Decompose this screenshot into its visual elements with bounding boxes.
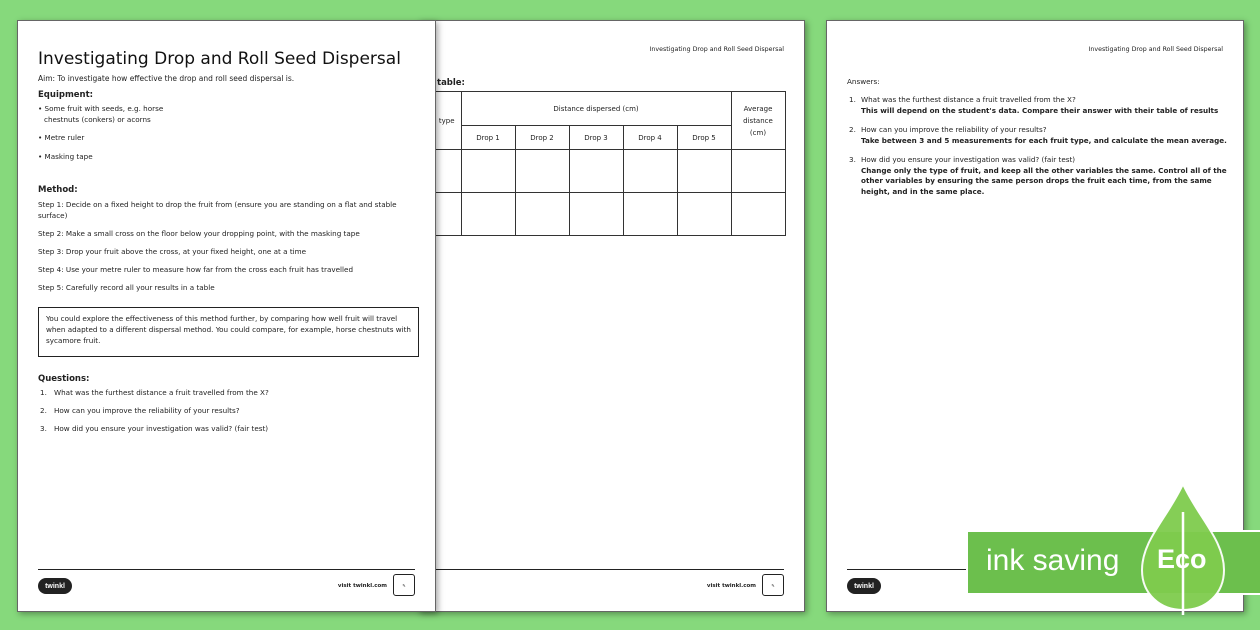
question-number: 3. (40, 424, 47, 433)
table-cell (569, 193, 623, 236)
method-step: Step 3: Drop your fruit above the cross, at your fixed height, one at a time (38, 247, 307, 256)
question-item (40, 405, 240, 416)
twinkl-logo: twinkl (847, 578, 881, 594)
drop-header: Drop 1 (461, 126, 515, 150)
table-cell (623, 193, 677, 236)
worksheet-page-1 (17, 20, 436, 612)
average-header: Average distance (cm) (731, 92, 785, 150)
aim-text: Aim: To investigate how effective the drop and roll seed dispersal is. (38, 74, 295, 83)
method-step: Step 1: Decide on a fixed height to drop the fruit from (ensure you are standing on a flat and stable surface) (38, 200, 397, 220)
worksheet-page-2 (418, 20, 805, 612)
equipment-item: chestnuts (conkers) or acorns (44, 115, 151, 124)
footer-url: visit twinkl.com (706, 583, 756, 589)
extension-note: You could explore the effectiveness of this method further, by comparing how well fruit will travel when adapted to a different dispersal method. You could compare, for example, horse chestnuts with sycamore fruit. (38, 307, 419, 357)
equipment-heading: Equipment: (38, 90, 94, 100)
equipment-item: • Masking tape (38, 152, 93, 161)
question-item (40, 423, 268, 434)
eco-label: Eco (1157, 544, 1207, 574)
table-row (419, 193, 785, 236)
equipment-item: • Some fruit with seeds, e.g. horse (38, 104, 164, 113)
ink-saving-text: ink saving (986, 544, 1120, 577)
table-cell (461, 150, 515, 193)
badge-icon: ✎ (393, 574, 415, 596)
fruit-type-header: type (419, 92, 461, 150)
method-heading: Method: (38, 185, 78, 195)
table-cell (731, 193, 785, 236)
answer-number: 1. (849, 95, 856, 104)
page-header: Investigating Drop and Roll Seed Dispersal (1088, 46, 1223, 53)
method-step: Step 2: Make a small cross on the floor below your dropping point, with the masking tape (38, 229, 360, 238)
twinkl-logo: twinkl (38, 578, 72, 594)
table-row (419, 150, 785, 193)
footer-divider (38, 569, 415, 570)
question-number: 2. (40, 406, 47, 415)
table-cell (623, 150, 677, 193)
table-cell (569, 150, 623, 193)
table-cell (677, 150, 731, 193)
drop-header: Drop 5 (677, 126, 731, 150)
table-cell (677, 193, 731, 236)
answer-text: Change only the type of fruit, and keep all the other variables the same. Control all of the other variables by ensuring the same person drops the fruit each time, from the same height, and in the same place. (861, 165, 1227, 196)
badge-icon: ✎ (762, 574, 784, 596)
answer-question: How can you improve the reliability of your results? (861, 125, 1047, 134)
answer-question: What was the furthest distance a fruit travelled from the X? (861, 95, 1076, 104)
answer-item (849, 155, 1229, 197)
table-cell (461, 193, 515, 236)
page-header: Investigating Drop and Roll Seed Dispersal (649, 46, 784, 53)
answer-question: How did you ensure your investigation was valid? (fair test) (861, 155, 1076, 164)
answers-heading: Answers: (847, 77, 880, 86)
answer-item (849, 125, 1229, 146)
question-text: How can you improve the reliability of your results? (54, 406, 240, 415)
drop-header: Drop 2 (515, 126, 569, 150)
question-text: What was the furthest distance a fruit travelled from the X? (54, 388, 269, 397)
table-caption: table: (437, 78, 465, 88)
question-number: 1. (40, 388, 47, 397)
answer-text: Take between 3 and 5 measurements for each fruit type, and calculate the mean average. (861, 135, 1227, 145)
results-table (419, 91, 786, 236)
footer-url: visit twinkl.com (337, 583, 387, 589)
distance-group-header: Distance dispersed (cm) (461, 92, 731, 126)
answer-number: 3. (849, 155, 856, 164)
answer-number: 2. (849, 125, 856, 134)
question-text: How did you ensure your investigation was valid? (fair test) (54, 424, 269, 433)
table-cell (515, 150, 569, 193)
question-item (40, 387, 269, 398)
equipment-item: • Metre ruler (38, 133, 85, 142)
table-cell (731, 150, 785, 193)
drop-header: Drop 4 (623, 126, 677, 150)
footer-divider (419, 569, 784, 570)
answer-item (849, 95, 1229, 116)
drop-header: Drop 3 (569, 126, 623, 150)
answer-text: This will depend on the student's data. Compare their answer with their table of results (861, 105, 1219, 115)
document-title: Investigating Drop and Roll Seed Dispersal (38, 49, 401, 69)
method-step: Step 4: Use your metre ruler to measure how far from the cross each fruit has travelled (38, 265, 354, 274)
table-cell (515, 193, 569, 236)
method-step: Step 5: Carefully record all your results in a table (38, 283, 215, 292)
questions-heading: Questions: (38, 374, 90, 384)
